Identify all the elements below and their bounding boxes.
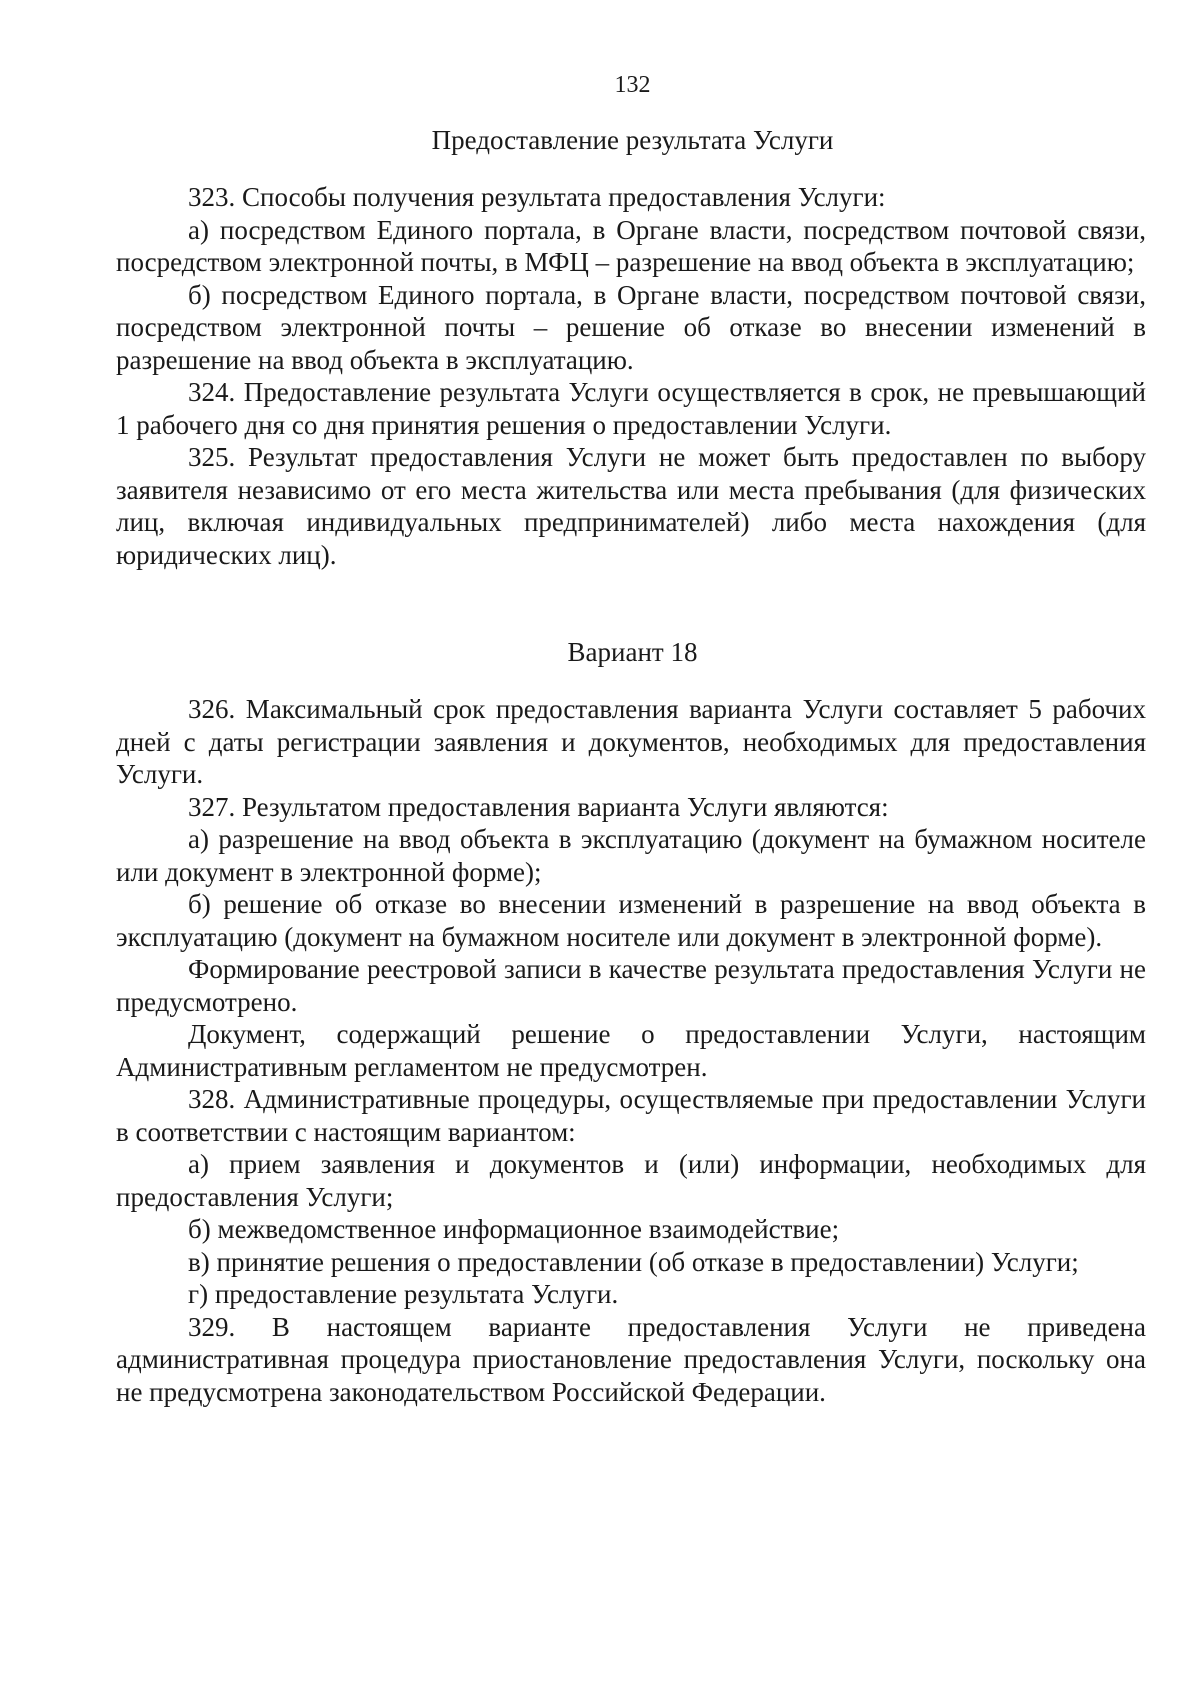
paragraph-327-a: а) разрешение на ввод объекта в эксплуатацию (документ на бумажном носителе или документ в электронной форме);: [116, 824, 1146, 887]
paragraph-324: 324. Предоставление результата Услуги осуществляется в срок, не превышающий 1 рабочего дня со дня принятия решения о предоставлении Услуги.: [116, 377, 1146, 440]
paragraph-323: 323. Способы получения результата предоставления Услуги:: [188, 182, 886, 212]
paragraph-327-b: б) решение об отказе во внесении изменений в разрешение на ввод объекта в эксплуатацию (документ на бумажном носителе или документ в электронной форме).: [116, 889, 1146, 952]
paragraph-326: 326. Максимальный срок предоставления варианта Услуги составляет 5 рабочих дней с даты регистрации заявления и документов, необходимых для предоставления Услуги.: [116, 694, 1146, 789]
section-variant-body: [116, 693, 1146, 1408]
paragraph-327: 327. Результатом предоставления варианта Услуги являются:: [188, 791, 889, 822]
section-result-body: [116, 181, 1146, 571]
page-number: 132: [614, 72, 651, 98]
paragraph-328-g: г) предоставление результата Услуги.: [188, 1279, 619, 1309]
paragraph-329: 329. В настоящем варианте предоставления Услуги не приведена административная процедура приостановление предоставления Услуги, поскольку она не предусмотрена законодательством Российской Федерации.: [116, 1311, 1146, 1407]
section-heading-result: Предоставление результата Услуги: [431, 125, 834, 155]
paragraph-325: 325. Результат предоставления Услуги не может быть предоставлен по выбору заявителя независимо от его места жительства или места пребывания (для физических лиц, включая индивидуальных предпринимателей) либо места нахождения (для юридических лиц).: [116, 442, 1146, 570]
paragraph-323-a: а) посредством Единого портала, в Органе власти, посредством почтовой связи, посредством электронной почты, в МФЦ – разрешение на ввод объекта в эксплуатацию;: [116, 214, 1146, 277]
paragraph-registry-record: Формирование реестровой записи в качестве результата предоставления Услуги не предусмотрено.: [116, 954, 1146, 1017]
paragraph-328-b: б) межведомственное информационное взаимодействие;: [188, 1214, 840, 1244]
paragraph-328: 328. Административные процедуры, осуществляемые при предоставлении Услуги в соответствии с настоящим вариантом:: [116, 1084, 1146, 1147]
paragraph-328-v: в) принятие решения о предоставлении (об отказе в предоставлении) Услуги;: [188, 1246, 1079, 1277]
paragraph-328-a: а) прием заявления и документов и (или) информации, необходимых для предоставления Услуги;: [116, 1149, 1146, 1212]
paragraph-323-b: б) посредством Единого портала, в Органе власти, посредством почтовой связи, посредством электронной почты – решение об отказе во внесении изменений в разрешение на ввод объекта в эксплуатацию.: [116, 279, 1146, 375]
section-heading-variant: Вариант 18: [567, 637, 698, 667]
paragraph-decision-document: Документ, содержащий решение о предоставлении Услуги, настоящим Административным регламентом не предусмотрен.: [116, 1019, 1146, 1082]
